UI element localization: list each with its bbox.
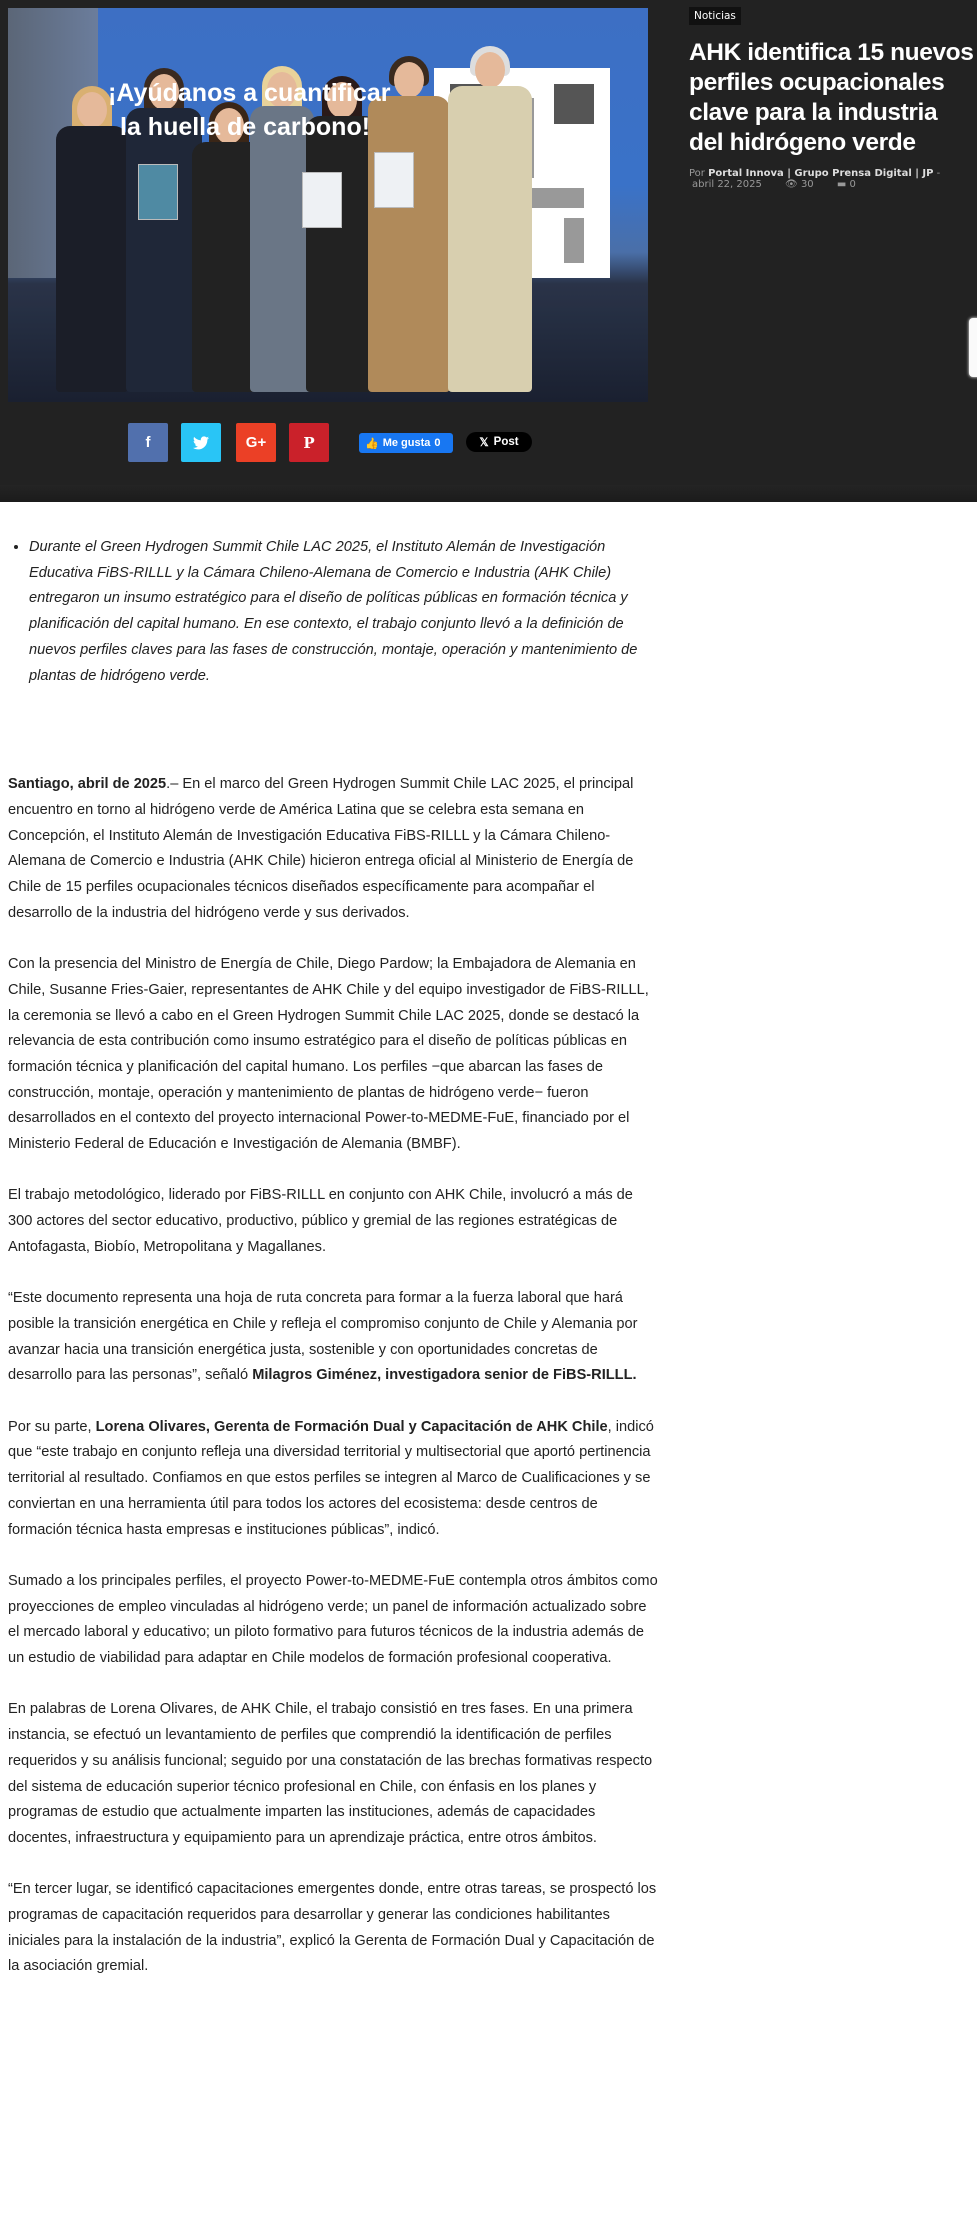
thumbs-up-icon: 👍 [365,437,379,450]
quote-attribution: Lorena Olivares, Gerenta de Formación Dual y Capacitación de AHK Chile [95,1418,608,1435]
banner-line: la huella de carbono! [120,113,371,141]
author-link[interactable]: Portal Innova | Grupo Prensa Digital | JP [708,168,934,179]
quote-attribution: Milagros Giménez, investigadora senior de FiBS-RILLL. [252,1367,637,1384]
view-count: 30 [800,179,814,190]
photo-banner-text [108,76,390,144]
post-label: Post [493,436,519,448]
x-post-button[interactable] [466,432,532,452]
paragraph-text: “Este documento representa una hoja de ruta concreta para formar a la fuerza laboral que hará posible la transición energética en Chile y refleja el compromiso conjunto de Chile y Alemania por avanzar hacia una transición energética justa, sostenible y con oportunidades concretas de desarrollo para las personas”, señaló [8,1290,638,1384]
publish-date: abril 22, 2025 [692,179,762,190]
facebook-icon: f [145,434,151,451]
article-body [8,535,658,1980]
paragraph: En palabras de Lorena Olivares, de AHK Chile, el trabajo consistió en tres fases. En una primera instancia, se efectuó un levantamiento de perfiles que comprendió la identificación de perfiles requeridos y su análisis funcional; seguido por una constatación de las brechas formativas respecto del sistema de educación superior técnico profesional en Chile, con énfasis en los planes y programas de estudio que actualmente imparten las instituciones, además de capacidades docentes, infraestructura y equipamiento para un aprendizaje práctica, entre otros ámbitos. [8,1701,653,1846]
article-title: AHK identifica 15 nuevos perfiles ocupacionales clave para la industria del hidrógeno verde [689,39,974,156]
paragraph-text: .– En el marco del Green Hydrogen Summit Chile LAC 2025, el principal encuentro en torno al hidrógeno verde de América Latina que se celebra esta semana en Concepción, el Instituto Alemán de Investigación Educativa FiBS-RILLL y la Cámara Chileno-Alemana de Comercio e Industria (AHK Chile) hicieron entrega oficial al Ministerio de Energía de Chile de 15 perfiles ocupacionales técnicos diseñados específicamente para acompañar el desarrollo de la industria del hidrógeno verde y sus derivados. [8,776,634,921]
share-twitter-button[interactable] [181,423,221,462]
category-badge[interactable]: Noticias [689,7,741,25]
paragraph-text: Por su parte, [8,1418,96,1435]
like-label: Me gusta [382,437,431,449]
by-label: Por [689,168,705,179]
share-facebook-button[interactable] [128,423,168,462]
twitter-icon [193,436,209,450]
pinterest-icon: P [303,433,315,452]
article-meta [689,168,969,190]
google-plus-icon: G+ [245,434,267,451]
dateline: Santiago, abril de 2025 [8,776,167,793]
paragraph: Con la presencia del Ministro de Energía de Chile, Diego Pardow; la Embajadora de Alemania en Chile, Susanne Fries-Gaier, representantes de AHK Chile y del equipo investigador de FiBS-RILLL, la ceremonia se llevó a cabo en el Green Hydrogen Summit Chile LAC 2025, donde se destacó la relevancia de esta contribución como insumo estratégico para el diseño de políticas públicas en formación técnica y planificación del capital humano. Los perfiles −que abarcan las fases de construcción, montaje, operación y mantenimiento de plantas de hidrógeno verde− fueron desarrollados en el contexto del proyecto internacional Power-to-MEDME-FuE, financiado por el Ministerio Federal de Educación e Investigación de Alemania (BMBF). [8,956,649,1153]
side-panel-handle[interactable] [969,318,977,377]
banner-line: ¡Ayúdanos a cuantificar [108,79,391,107]
featured-photo [8,8,648,402]
article-hero [0,0,977,502]
x-logo-icon: 𝕏 [479,437,489,449]
comment-icon: ▬ [836,179,847,190]
summary-list [29,535,658,689]
paragraph [8,772,658,926]
paragraph: El trabajo metodológico, liderado por FiBS-RILLL en conjunto con AHK Chile, involucró a más de 300 actores del sector educativo, productivo, público y gremial de las regiones estratégicas de Antofagasta, Biobío, Metropolitana y Magallanes. [8,1187,633,1255]
summary-item: • Durante el Green Hydrogen Summit Chile LAC 2025, el Instituto Alemán de Investigación Educativa FiBS-RILLL y la Cámara Chileno-Alemana de Comercio e Industria (AHK Chile) entregaron un insumo estratégico para el diseño de políticas públicas en formación técnica y planificación del capital humano. En ese contexto, el trabajo conjunto llevó a la definición de nuevos perfiles claves para las fases de construcción, montaje, operación y mantenimiento de plantas de hidrógeno verde. [29,535,658,689]
paragraph [8,1286,658,1389]
paragraph [8,1415,658,1544]
share-google-plus-button[interactable] [236,423,276,462]
person [448,52,532,392]
comment-count[interactable]: 0 [849,179,856,190]
meta-separator: - [936,168,941,179]
paragraph-text: , indicó que “este trabajo en conjunto refleja una diversidad territorial y multisectorial que aportó pertinencia territorial al resultado. Confiamos en que estos perfiles se integren al Marco de Cualificaciones y se conviertan en una herramienta útil para todos los actores del ecosistema: desde centros de formación técnica hasta empresas e instituciones públicas”, indicó. [8,1418,654,1538]
share-pinterest-button[interactable] [289,423,329,462]
like-count: 0 [434,437,441,449]
hero-divider [0,485,977,502]
paragraph: “En tercer lugar, se identificó capacitaciones emergentes donde, entre otras tareas, se prospectó los programas de capacitación requeridos para desarrollar y generar las condiciones habilitantes iniciales para la instalación de la industria”, explicó la Gerenta de Formación Dual y Capacitación de la asociación gremial. [8,1881,657,1975]
facebook-like-button[interactable] [359,433,453,453]
paragraph: Sumado a los principales perfiles, el proyecto Power-to-MEDME-FuE contempla otros ámbitos como proyecciones de empleo vinculadas al hidrógeno verde; un panel de información actualizado sobre el mercado laboral y educativo; un piloto formativo para futuros técnicos de la industria además de un estudio de viabilidad para adaptar en Chile modelos de formación profesional cooperativa. [8,1572,658,1667]
eye-icon: 👁 [785,179,798,190]
